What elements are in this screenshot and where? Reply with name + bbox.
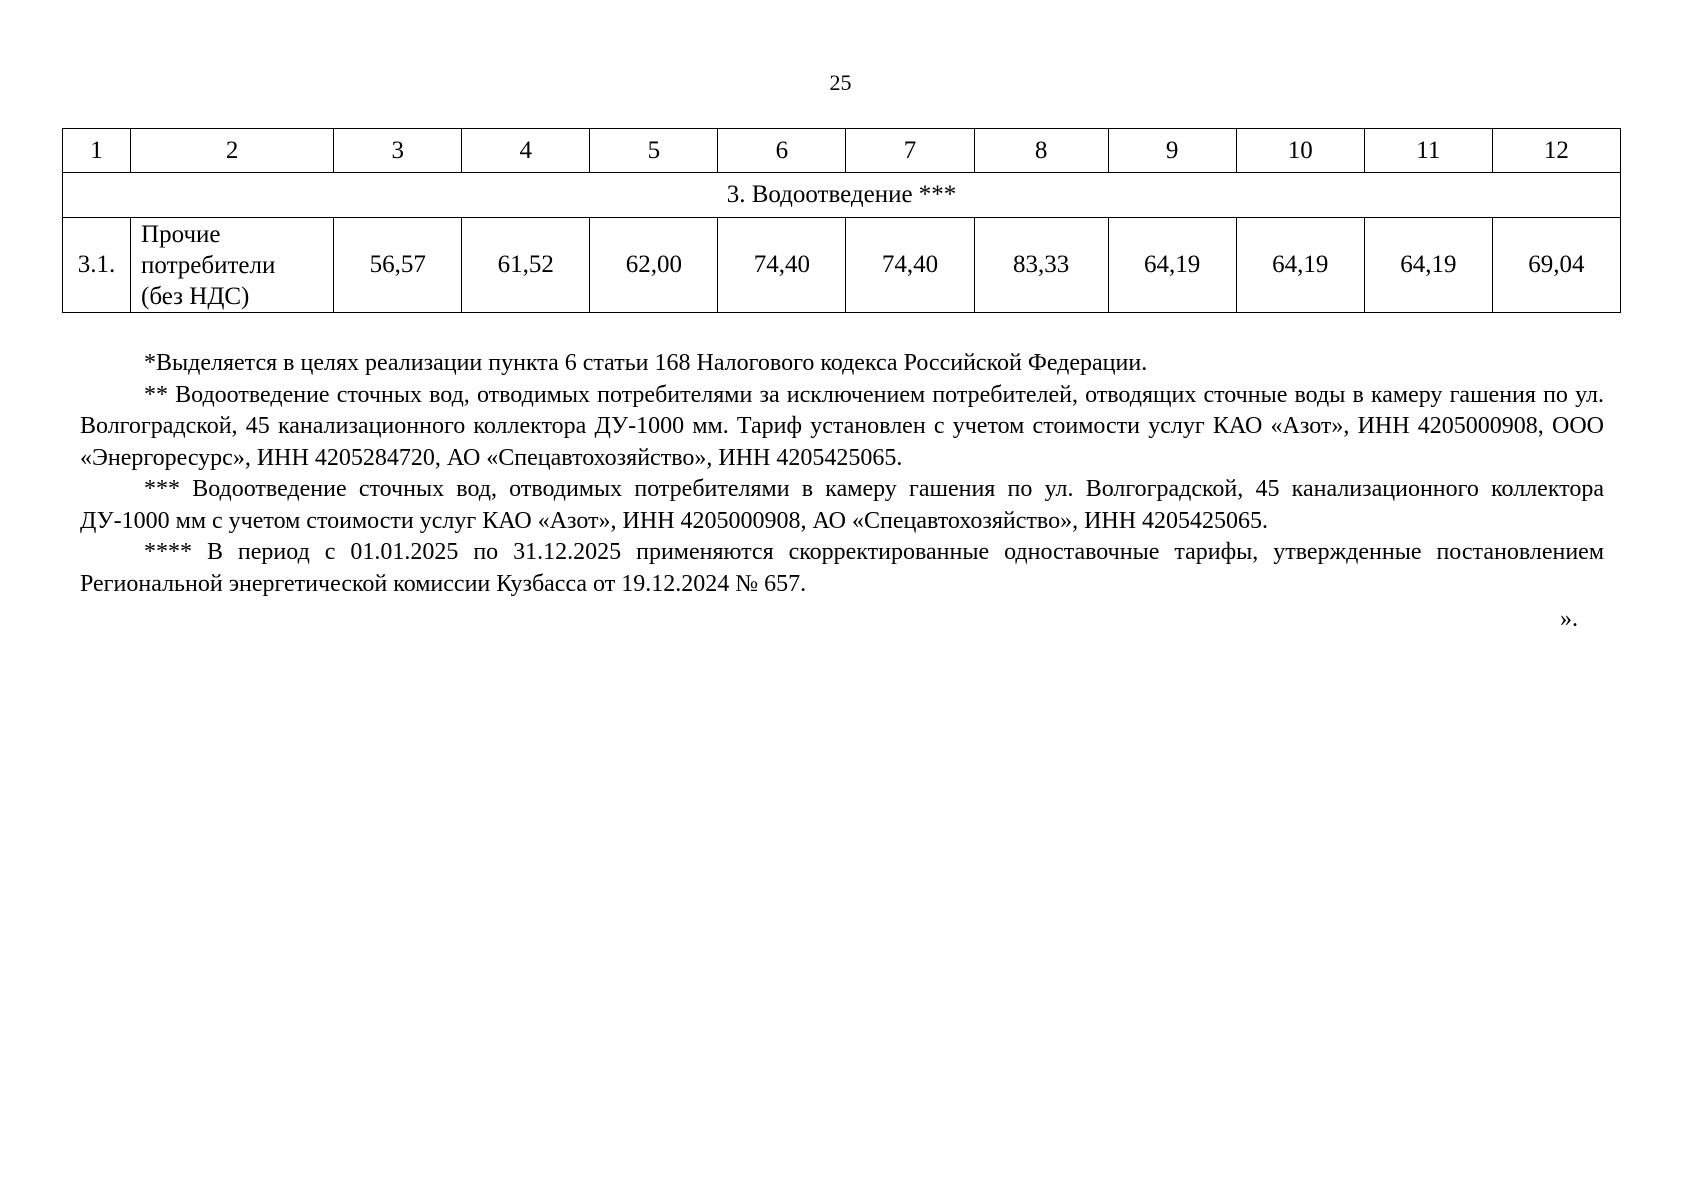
- consumer-name-line: (без НДС): [141, 282, 250, 310]
- page-number: 25: [829, 70, 852, 95]
- tariff-value: 69,04: [1492, 218, 1620, 313]
- section-title: 3. Водоотведение ***: [63, 173, 1621, 218]
- column-number: 9: [1108, 129, 1236, 173]
- footnote: *Выделяется в целях реализации пункта 6 статьи 168 Налогового кодекса Российской Федерации.: [144, 350, 1148, 376]
- tariff-table: [62, 128, 1621, 313]
- tariff-value: 61,52: [462, 218, 590, 313]
- table-row: [63, 218, 1621, 313]
- tariff-value: 64,19: [1364, 218, 1492, 313]
- tariff-value: 83,33: [974, 218, 1108, 313]
- column-number: 6: [718, 129, 846, 173]
- footnotes: [80, 348, 1604, 600]
- tariff-value: 74,40: [846, 218, 974, 313]
- section-row: [63, 173, 1621, 218]
- consumer-name: [131, 218, 334, 313]
- column-number: 1: [63, 129, 131, 173]
- tariff-value: 62,00: [590, 218, 718, 313]
- tariff-value: 56,57: [334, 218, 462, 313]
- footnote: ** Водоотведение сточных вод, отводимых потребителями за исключением потребителей, отводящих сточные воды в камеру гашения по ул. Волгоградской, 45 канализационного коллектора ДУ-1000 мм. Тариф установлен с учетом стоимости услуг КАО «Азот», ИНН 4205000908, ООО «Энергоресурс», ИНН 4205284720, АО «Спецавтохозяйство», ИНН 4205425065.: [80, 381, 1604, 471]
- consumer-name-line: Прочие: [141, 220, 221, 248]
- consumer-name-line: потребители: [141, 251, 276, 279]
- column-number: 5: [590, 129, 718, 173]
- tariff-value: 64,19: [1108, 218, 1236, 313]
- column-number-row: [63, 129, 1621, 173]
- footnote: *** Водоотведение сточных вод, отводимых потребителями в камеру гашения по ул. Волгоградской, 45 канализационного коллектора ДУ-1000 мм с учетом стоимости услуг КАО «Азот», ИНН 4205000908, АО «Спецавтохозяйство», ИНН 4205425065.: [80, 476, 1604, 534]
- column-number: 3: [334, 129, 462, 173]
- column-number: 2: [131, 129, 334, 173]
- footnote: **** В период с 01.01.2025 по 31.12.2025 применяются скорректированные одноставочные тарифы, утвержденные постановлением Региональной энергетической комиссии Кузбасса от 19.12.2024 № 657.: [80, 539, 1604, 597]
- column-number: 10: [1236, 129, 1364, 173]
- row-number: 3.1.: [63, 218, 131, 313]
- closing-quote-mark: ».: [1560, 606, 1578, 632]
- tariff-value: 64,19: [1236, 218, 1364, 313]
- column-number: 4: [462, 129, 590, 173]
- column-number: 11: [1364, 129, 1492, 173]
- column-number: 12: [1492, 129, 1620, 173]
- column-number: 8: [974, 129, 1108, 173]
- column-number: 7: [846, 129, 974, 173]
- tariff-value: 74,40: [718, 218, 846, 313]
